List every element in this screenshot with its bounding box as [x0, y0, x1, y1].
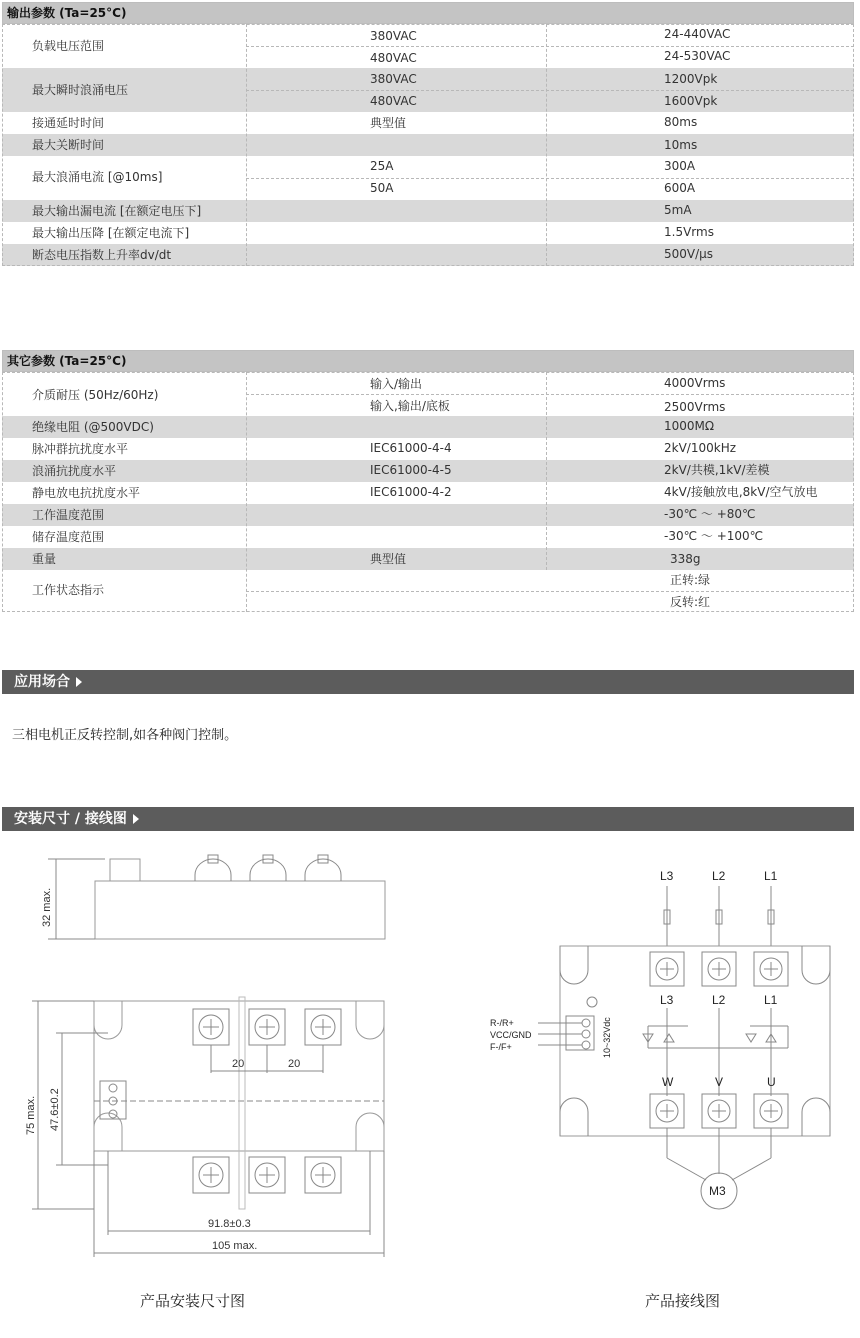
svg-text:V: V [715, 1075, 724, 1089]
ctrl-voltage-label: 10~32Vdc [602, 1017, 612, 1058]
table-row: 最大关断时间 10ms [2, 134, 854, 156]
table-row: 浪涌抗扰度水平 IEC61000-4-5 2kV/共模,1kV/差模 [2, 460, 854, 482]
table-row: 重量 典型值 338g [2, 548, 854, 570]
caption-dimension-drawing: 产品安装尺寸图 [140, 1292, 246, 1310]
caret-right-icon [76, 677, 82, 687]
dim-pitch-2: 20 [288, 1058, 301, 1070]
dim-pitch-1: 20 [232, 1058, 245, 1070]
table-row: 最大输出漏电流 [在额定电压下] 5mA [2, 200, 854, 222]
dim-hole-distance: 91.8±0.3 [208, 1218, 251, 1230]
table-row: 接通延时时间 典型值 80ms [2, 112, 854, 134]
svg-text:L3: L3 [660, 993, 674, 1007]
application-title: 应用场合 [14, 674, 70, 690]
motor-label: M3 [709, 1184, 726, 1198]
caret-right-icon [133, 814, 139, 824]
caption-wiring-diagram: 产品接线图 [645, 1292, 721, 1310]
table-row: 工作温度范围 -30℃ ～ +80℃ [2, 504, 854, 526]
wiring-diagram [488, 858, 848, 1218]
svg-text:L1: L1 [764, 993, 778, 1007]
wire-label-l2: L2 [712, 869, 726, 883]
wire-label-l1: L1 [764, 869, 778, 883]
ctrl-label-1: R-/R+ [490, 1018, 514, 1028]
dim-height: 32 max. [41, 887, 53, 927]
table-row: 介质耐压 (50Hz/60Hz) 输入/输出 4000Vrms 输入,输出/底板 2500Vrms [2, 372, 854, 416]
dim-length: 105 max. [212, 1240, 258, 1252]
svg-text:L2: L2 [712, 993, 726, 1007]
table-row: 负载电压范围 380VAC 24-440VAC 480VAC 24-530VAC [2, 24, 854, 68]
application-text: 三相电机正反转控制,如各种阀门控制。 [12, 728, 238, 743]
svg-text:W: W [662, 1075, 674, 1089]
dim-hole-spacing: 47.6±0.2 [49, 1088, 61, 1131]
ctrl-label-3: F-/F+ [490, 1042, 512, 1052]
other-params-table [2, 350, 854, 612]
table-row: 最大输出压降 [在额定电流下] 1.5Vrms [2, 222, 854, 244]
ctrl-label-2: VCC/GND [490, 1030, 532, 1040]
output-params-table [2, 2, 854, 264]
table-row: 储存温度范围 -30℃ ～ +100℃ [2, 526, 854, 548]
install-section-bar [2, 807, 854, 831]
other-params-title: 其它参数 (Ta=25°C) [2, 350, 854, 372]
output-params-title: 输出参数 (Ta=25°C) [2, 2, 854, 24]
dim-total-height: 75 max. [25, 1095, 37, 1135]
table-row: 最大瞬时浪涌电压 380VAC 1200Vpk 480VAC 1600Vpk [2, 68, 854, 112]
application-section-bar [2, 670, 854, 694]
table-row: 断态电压指数上升率dv/dt 500V/μs [2, 244, 854, 266]
table-row: 绝缘电阻 (@500VDC) 1000MΩ [2, 416, 854, 438]
dimension-drawing [10, 845, 430, 1275]
table-row: 脉冲群抗扰度水平 IEC61000-4-4 2kV/100kHz [2, 438, 854, 460]
table-row: 最大浪涌电流 [@10ms] 25A 300A 50A 600A [2, 156, 854, 200]
svg-text:U: U [767, 1075, 776, 1089]
row-label: 负载电压范围 [32, 39, 105, 53]
table-row: 静电放电抗扰度水平 IEC61000-4-2 4kV/接触放电,8kV/空气放电 [2, 482, 854, 504]
wire-label-l3: L3 [660, 869, 674, 883]
table-row: 工作状态指示 正转:绿 反转:红 [2, 570, 854, 612]
terminal-bottom-row [193, 1157, 341, 1193]
install-title: 安装尺寸 / 接线图 [14, 811, 127, 827]
terminal-screw-side [195, 855, 341, 881]
